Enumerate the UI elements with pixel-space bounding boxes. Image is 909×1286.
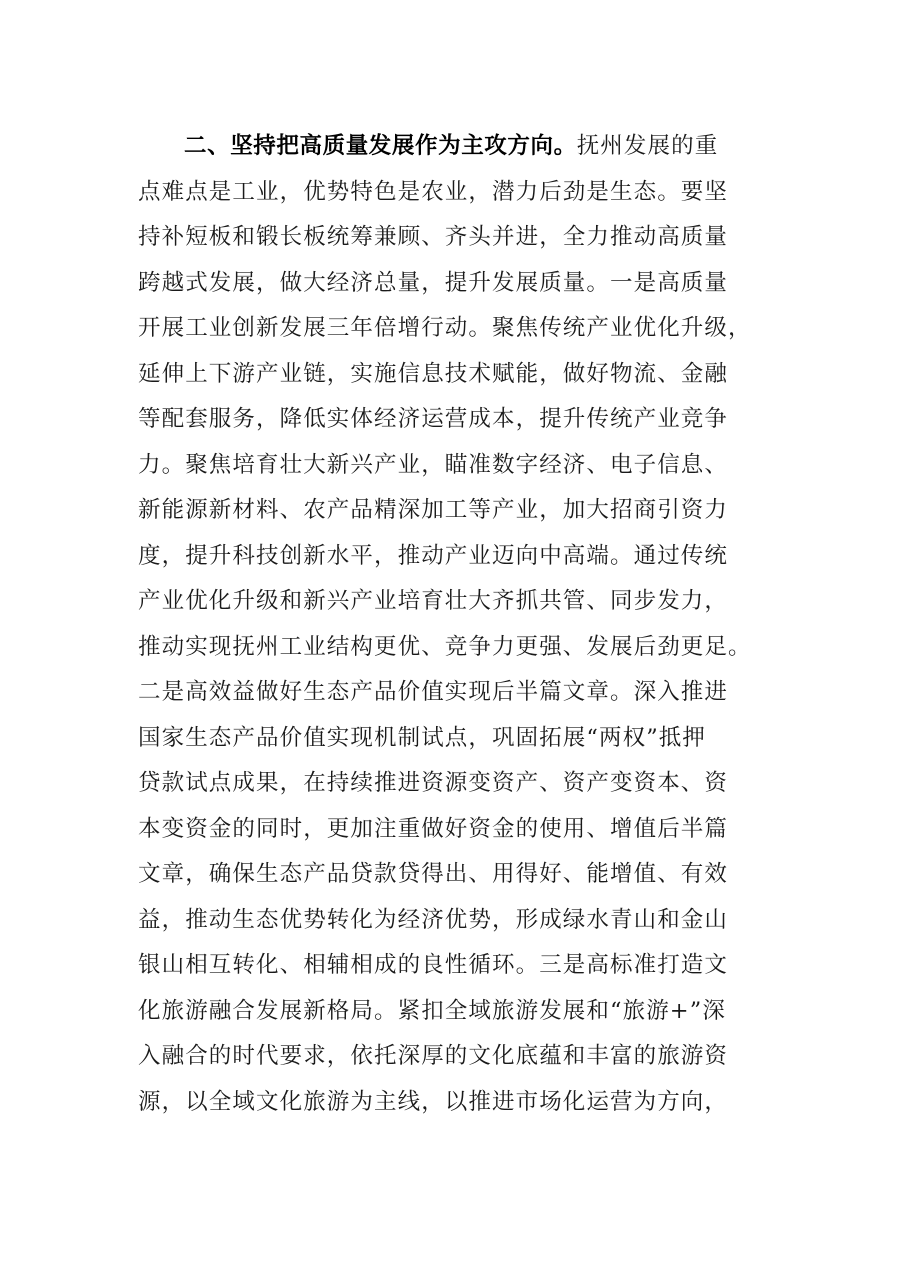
text-line: 推动实现抚州工业结构更优、竞争力更强、发展后劲更足。: [138, 633, 752, 660]
text-line: 新能源新材料、农产品精深加工等产业，加大招商引资力: [138, 497, 729, 523]
text-line: 入融合的时代要求，依托深厚的文化底蕴和丰富的旅游资: [138, 1043, 729, 1069]
text-line: 开展工业创新发展三年倍增行动。聚焦传统产业优化升级，: [138, 315, 752, 341]
text-line: 延伸上下游产业链，实施信息技术赋能，做好物流、金融: [138, 360, 729, 387]
text-line: 银山相互转化、相辅相成的良性循环。三是高标准打造文: [138, 952, 729, 978]
text-line: 度，提升科技创新水平，推动产业迈向中高端。通过传统: [138, 542, 729, 569]
text-line: 源，以全域文化旅游为主线，以推进市场化运营为方向，: [138, 1088, 729, 1115]
text-line: 点难点是工业，优势特色是农业，潜力后劲是生态。要坚: [138, 178, 729, 205]
text-line: 国家生态产品价值实现机制试点，巩固拓展“两权”抵押: [138, 724, 707, 751]
paragraph-first-line: [138, 124, 778, 170]
first-line-text: 抚州发展的重: [576, 133, 719, 159]
document-body: [138, 124, 778, 1125]
text-line: 益，推动生态优势转化为经济优势，形成绿水青山和金山: [138, 906, 729, 933]
text-line: 贷款试点成果，在持续推进资源变资产、资产变资本、资: [138, 770, 729, 796]
text-line: 产业优化升级和新兴产业培育壮大齐抓共管、同步发力，: [138, 588, 729, 614]
text-line: 持补短板和锻长板统筹兼顾、齐头并进，全力推动高质量: [138, 224, 729, 250]
text-line: 二是高效益做好生态产品价值实现后半篇文章。深入推进: [138, 679, 729, 705]
text-line: 力。聚焦培育壮大新兴产业，瞄准数字经济、电子信息、: [138, 451, 729, 478]
text-line: 等配套服务，降低实体经济运营成本，提升传统产业竞争: [138, 406, 729, 432]
text-line: 本变资金的同时，更加注重做好资金的使用、增值后半篇: [138, 815, 729, 842]
text-line: 化旅游融合发展新格局。紧扣全域旅游发展和“旅游+”深: [138, 997, 726, 1024]
text-line: 文章，确保生态产品贷款贷得出、用得好、能增值、有效: [138, 861, 729, 887]
text-line: 跨越式发展，做大经济总量，提升发展质量。一是高质量: [138, 269, 729, 296]
section-heading: 二、坚持把高质量发展作为主攻方向。: [184, 133, 577, 159]
